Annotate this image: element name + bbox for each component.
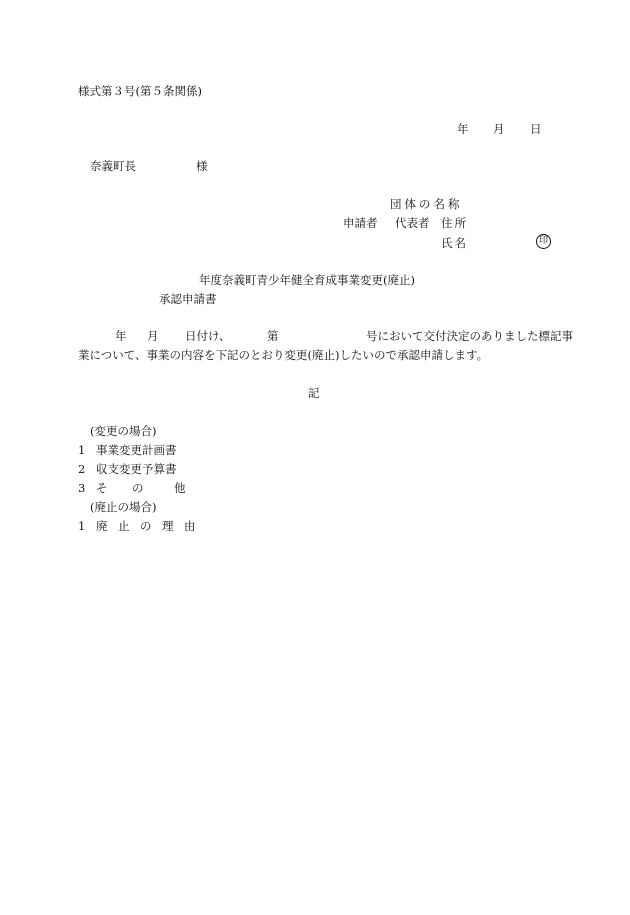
other-char-2: の	[132, 481, 144, 495]
seal-icon: 印	[536, 234, 551, 249]
list-item-abolish	[78, 519, 196, 533]
abolish-char-4: 理	[162, 519, 174, 533]
other-char-3: 他	[174, 481, 186, 495]
list-item-other	[78, 481, 186, 495]
ki-heading: 記	[308, 386, 320, 400]
list-item-text: 収支変更予算書	[96, 462, 177, 476]
body-line2: 業について、事業の内容を下記のとおり変更(廃止)したいので承認申請します。	[78, 348, 489, 362]
list-item	[78, 443, 177, 457]
date-month-label: 月	[493, 122, 505, 136]
list-item	[78, 462, 177, 476]
body-day-label: 日付け、	[185, 329, 231, 343]
form-number: 様式第３号(第５条関係)	[78, 84, 202, 98]
body-month-label: 月	[147, 329, 159, 343]
other-char-1: そ	[96, 481, 108, 495]
list-item-text: 事業変更計画書	[96, 443, 177, 457]
applicant-name-label: 氏名	[441, 236, 468, 250]
abolish-char-5: 由	[184, 519, 196, 533]
applicant-role-label: 申請者	[343, 216, 378, 230]
document-title-line2: 承認申請書	[159, 292, 217, 306]
list-item-number: 2	[78, 462, 86, 476]
applicant-org-label: 団体の名称	[390, 197, 463, 211]
addressee-honorific: 様	[196, 159, 208, 173]
change-case-heading: (変更の場合)	[90, 424, 157, 438]
addressee-name: 奈義町長	[90, 159, 136, 173]
list-item-number: 1	[78, 443, 86, 457]
document-title-line1: 年度奈義町青少年健全育成事業変更(廃止)	[199, 273, 415, 287]
list-item-number: 3	[78, 481, 86, 495]
body-go-text: 号において交付決定のありました標記事	[366, 329, 573, 343]
abolish-char-2: 止	[118, 519, 130, 533]
body-year-label: 年	[115, 329, 127, 343]
abolish-char-3: の	[140, 519, 152, 533]
list-item-number: 1	[78, 519, 86, 533]
applicant-address-label: 住所	[441, 216, 468, 230]
abolish-case-heading: (廃止の場合)	[90, 500, 157, 514]
date-year-label: 年	[457, 122, 469, 136]
applicant-rep-label: 代表者	[395, 216, 430, 230]
date-day-label: 日	[530, 122, 542, 136]
body-dai-label: 第	[267, 329, 279, 343]
abolish-char-1: 廃	[96, 519, 108, 533]
